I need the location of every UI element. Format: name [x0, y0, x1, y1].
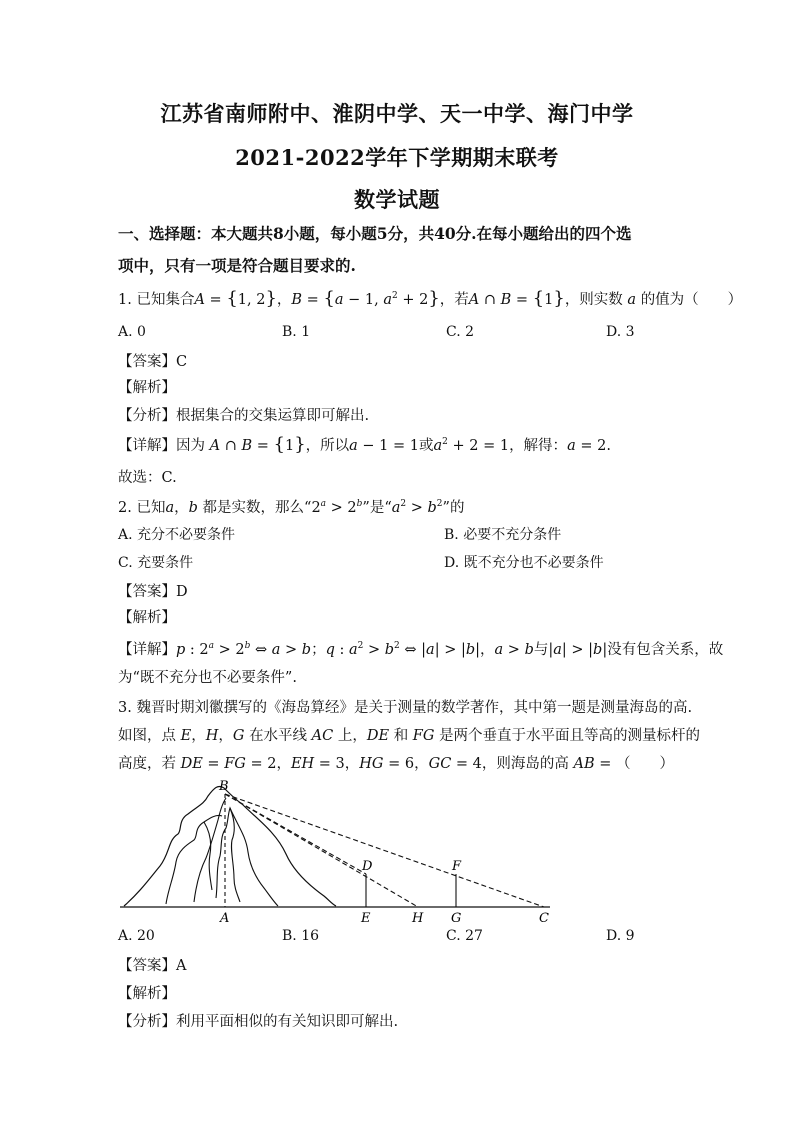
q1-answer: 【答案】C: [118, 354, 188, 370]
label-a: A: [220, 911, 230, 924]
q3-option-d: D. 9: [606, 928, 635, 944]
label-d: D: [362, 859, 373, 874]
q1-detail: 【详解】因为 A ∩ B = {1}，所以a − 1 = 1或$a^2 + 2 = 1$，解得：a = 2.: [118, 434, 611, 455]
section-heading-line2: 项中，只有一项是符合题目要求的.: [118, 256, 356, 275]
header-subject-title: 数学试题: [354, 187, 440, 212]
q3-stem-line3: 高度，若 DE = FG = 2，EH = 3，HG = 6，GC = 4，则海岛的高 AB = （ ）: [118, 756, 675, 772]
section-heading-line1: 一、选择题：本大题共8小题，每小题5分，共40分.在每小题给出的四个选: [118, 224, 632, 243]
q3-answer: 【答案】A: [118, 958, 187, 974]
q3-island-figure: [118, 774, 558, 924]
q1-option-c: C. 2: [446, 324, 475, 340]
q1-option-a: A. 0: [118, 324, 146, 340]
header-school-names: 江苏省南师附中、淮阴中学、天一中学、海门中学: [160, 101, 634, 126]
q3-stem-line2: 如图，点 E，H，G 在水平线 AC 上，DE 和 FG 是两个垂直于水平面且等高的测量标杆的: [118, 728, 701, 744]
label-c: C: [539, 911, 549, 924]
q2-option-a: A. 充分不必要条件: [118, 527, 236, 543]
q2-option-b: B. 必要不充分条件: [444, 527, 562, 543]
q2-option-c: C. 充要条件: [118, 555, 194, 571]
q1-analysis: 【分析】根据集合的交集运算即可解出.: [118, 408, 370, 424]
q2-detail-cont: 为“既不充分也不必要条件”.: [118, 670, 297, 686]
label-e: E: [361, 911, 371, 924]
q3-stem-line1: 3. 魏晋时期刘徽撰写的《海岛算经》是关于测量的数学著作，其中第一题是测量海岛的高.: [118, 700, 693, 716]
q2-option-d: D. 既不充分也不必要条件: [444, 555, 604, 571]
q3-option-b: B. 16: [282, 928, 320, 944]
q2-answer: 【答案】D: [118, 584, 188, 600]
q1-conclusion: 故选：C.: [118, 470, 177, 486]
q2-detail: 【详解】p : $2^a > 2^b$ ⇔ a > b；q : $a^2 > b^2$ ⇔ |a| > |b|，a > b与|a| > |b|没有包含关系，故: [118, 641, 724, 658]
label-b: B: [219, 779, 229, 794]
q3-analysis: 【分析】利用平面相似的有关知识即可解出.: [118, 1014, 399, 1030]
label-f: F: [452, 859, 462, 874]
q3-jiexi-label: 【解析】: [118, 986, 176, 1002]
q3-option-c: C. 27: [446, 928, 483, 944]
q1-jiexi-label: 【解析】: [118, 380, 176, 396]
q1-stem: 1. 已知集合A = {1, 2}，B = {a − 1, $a^2 + 2$}，若A ∩ B = {1}，则实数 a 的值为（ ）: [118, 288, 743, 309]
q1-option-d: D. 3: [606, 324, 635, 340]
q2-jiexi-label: 【解析】: [118, 610, 176, 626]
label-h: H: [412, 911, 424, 924]
q1-option-b: B. 1: [282, 324, 311, 340]
q3-option-a: A. 20: [118, 928, 155, 944]
q2-stem: 2. 已知a，b 都是实数，那么“$2^a > 2^b$”是“$a^2 > b^2$”的: [118, 499, 465, 516]
label-g: G: [451, 911, 462, 924]
header-exam-term: 2021-2022学年下学期期末联考: [235, 145, 559, 170]
